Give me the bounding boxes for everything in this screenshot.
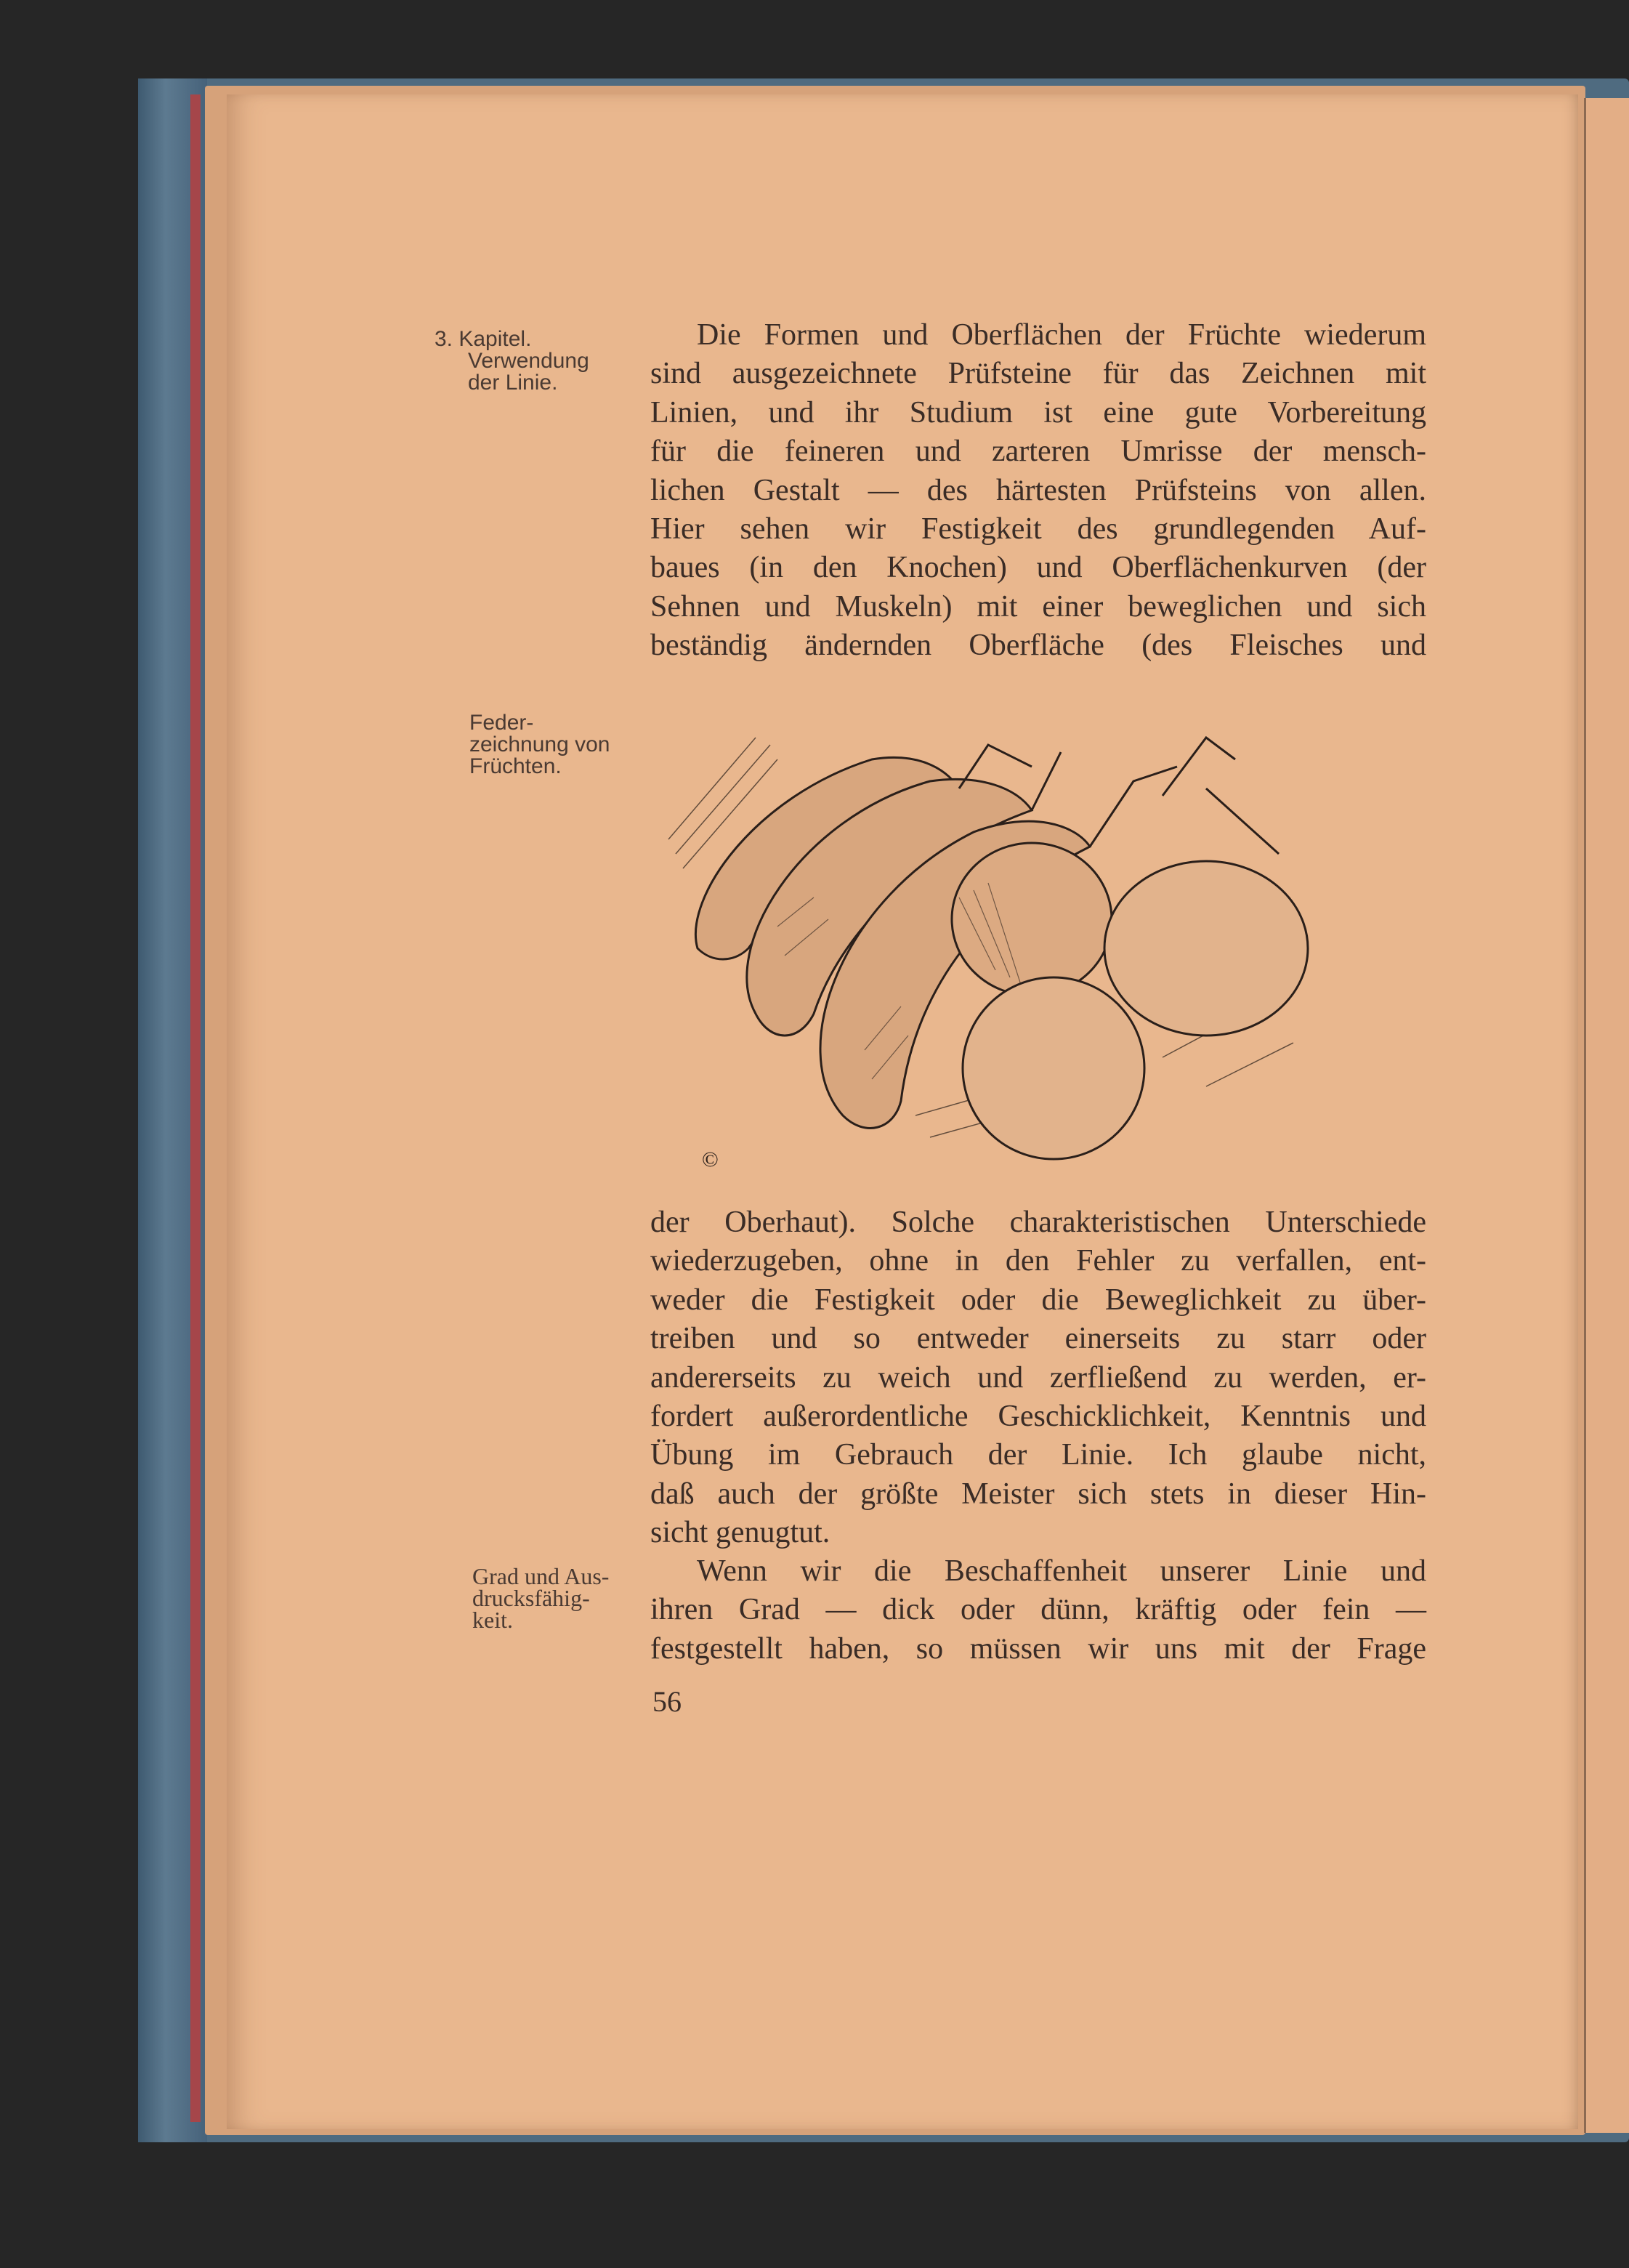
red-page-edge (190, 94, 201, 2122)
text-line: Übung im Gebrauch der Linie. Ich glaube nicht, (650, 1438, 1426, 1472)
note-line: der Linie. (468, 371, 558, 395)
text-line: wiederzugeben, ohne in den Fehler zu verfallen, ent- (650, 1244, 1426, 1278)
note-line: keit. (472, 1607, 513, 1633)
text-line: Linien, und ihr Studium ist eine gute Vorbereitung (650, 395, 1426, 429)
note-line: zeichnung von (469, 733, 610, 756)
text-line: lichen Gestalt — des härtesten Prüfsteins von allen. (650, 473, 1426, 507)
text-line: daß auch der größte Meister sich stets in dieser Hin- (650, 1477, 1426, 1511)
note-line: Feder- (469, 711, 534, 735)
apple (952, 843, 1112, 996)
text-line: sind ausgezeichnete Prüfsteine für das Zeichnen mit (650, 357, 1426, 391)
text-line: weder die Festigkeit oder die Beweglichkeit zu über- (650, 1283, 1426, 1317)
text-line: Hier sehen wir Festigkeit des grundlegenden Auf- (650, 512, 1426, 546)
facing-page-edge (1584, 98, 1629, 2133)
note-line: Verwendung (468, 349, 589, 373)
text-line: andererseits zu weich und zerfließend zu werden, er- (650, 1360, 1426, 1395)
paragraph-1 (650, 316, 1426, 666)
text-line: treiben und so entweder einerseits zu starr oder (650, 1322, 1426, 1356)
paragraph-1-continued (650, 1203, 1426, 1553)
text-line: fordert außerordentliche Geschicklichkeit, Kenntnis und (650, 1399, 1426, 1433)
artist-monogram: © (702, 1147, 719, 1171)
text-line: der Oberhaut). Solche charakteristischen Unterschiede (650, 1206, 1426, 1239)
text-line: Wenn wir die Beschaffenheit unserer Linie und (697, 1554, 1426, 1588)
page-number: 56 (652, 1685, 682, 1718)
text-line: festgestellt haben, so müssen wir uns mit der Frage (650, 1631, 1426, 1666)
paragraph-2 (650, 1552, 1426, 1668)
fruit-pen-drawing (654, 709, 1410, 1174)
text-line: ihren Grad — dick oder dünn, kräftig oder fein — (650, 1593, 1426, 1627)
text-line: baues (in den Knochen) und Oberflächenkurven (der (650, 551, 1426, 585)
note-line: drucksfähig- (472, 1585, 590, 1611)
text-line: sicht genugtut. (650, 1516, 830, 1550)
margin-note-chapter (434, 328, 589, 394)
note-line: Früchten. (469, 754, 562, 778)
text-line: beständig ändernden Oberfläche (des Fleisches und (650, 629, 1426, 663)
note-line: 3. Kapitel. (434, 327, 532, 351)
text-line: Sehnen und Muskeln) mit einer beweglichen und sich (650, 589, 1426, 624)
text-line: für die feineren und zarteren Umrisse der mensch- (650, 435, 1426, 469)
text-line: Die Formen und Oberflächen der Früchte wiederum (697, 318, 1426, 352)
margin-note-section (472, 1565, 609, 1631)
orange (963, 977, 1144, 1159)
note-line: Grad und Aus- (472, 1563, 610, 1589)
margin-note-figure-caption (469, 712, 610, 778)
lemon (1104, 861, 1308, 1036)
